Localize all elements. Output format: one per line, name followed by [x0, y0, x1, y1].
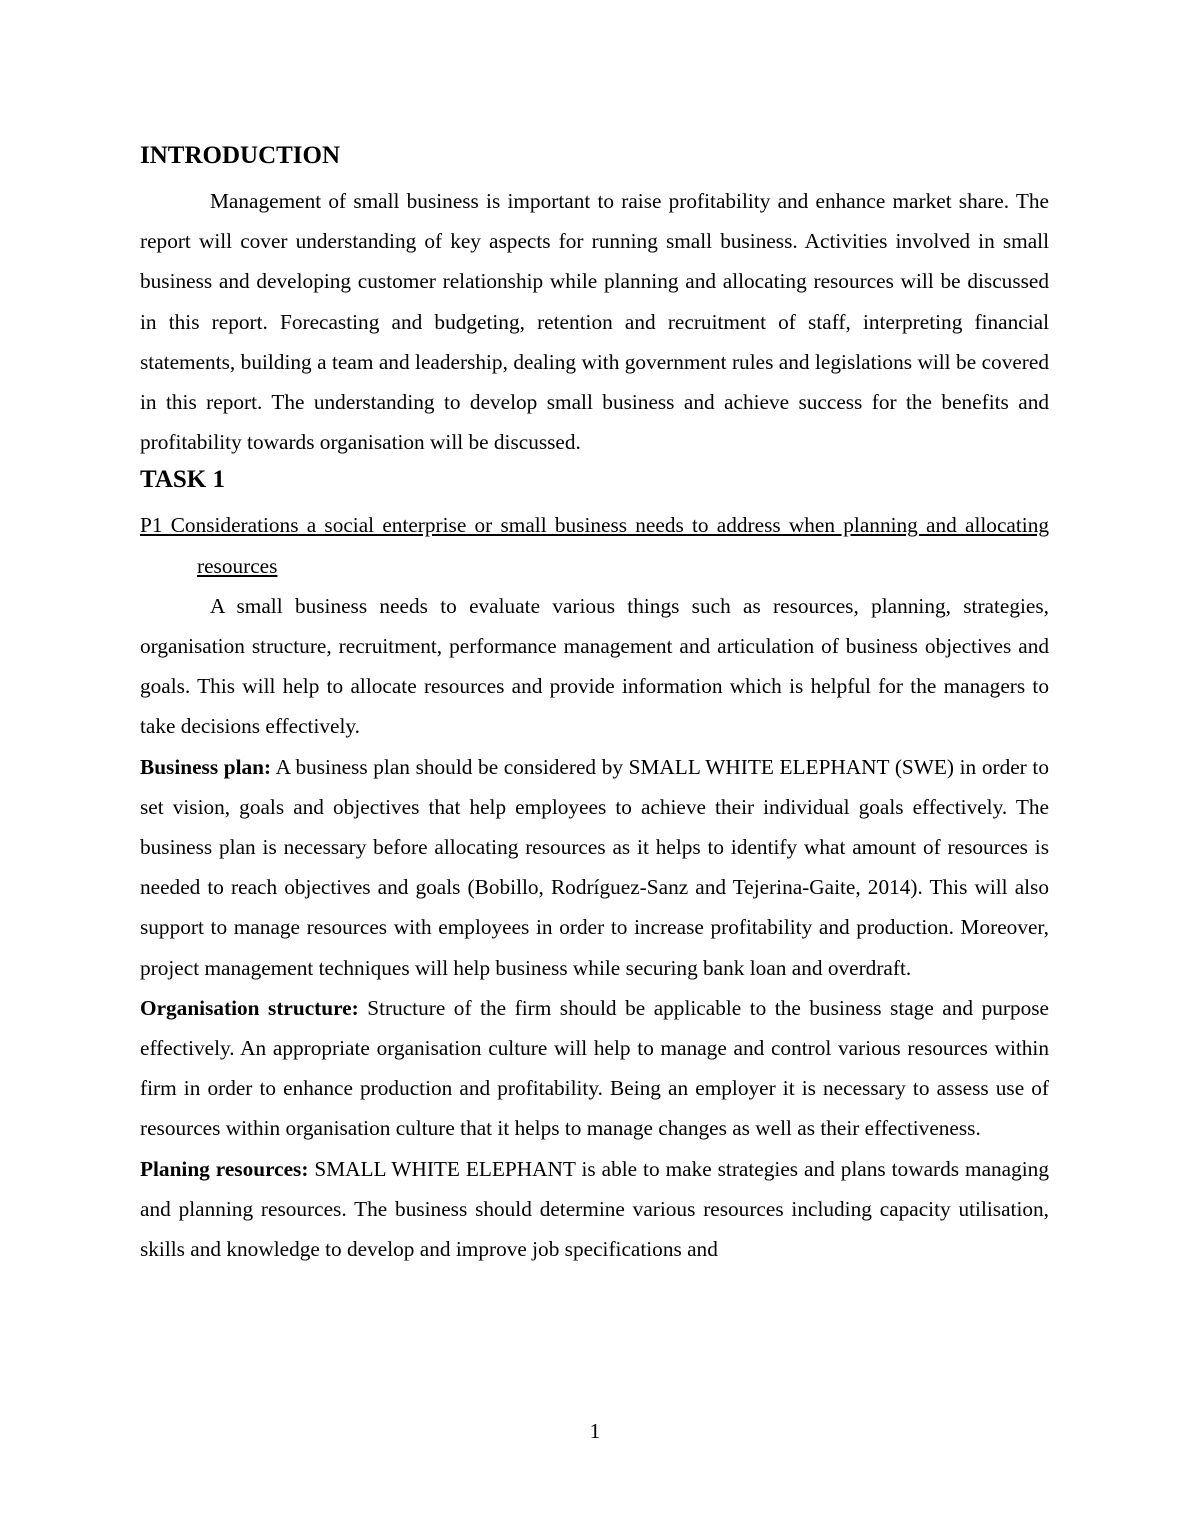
section-term: Planing resources: — [140, 1156, 309, 1181]
task1-heading: TASK 1 — [140, 466, 225, 494]
section-term: Organisation structure: — [140, 995, 359, 1020]
section-organisation-structure — [140, 988, 1049, 1149]
task1-intro-paragraph: A small business needs to evaluate various things such as resources, planning, strategies, organisation structure, recruitment, performance management and articulation of business objectives and goals. This will help to allocate resources and provide information which is helpful for the managers to take decisions effectively. — [140, 593, 1049, 739]
section-planing-resources — [140, 1149, 1049, 1270]
page-number: 1 — [589, 1419, 601, 1443]
introduction-heading: INTRODUCTION — [140, 142, 341, 169]
introduction-paragraph: Management of small business is important to raise profitability and enhance market share. The report will cover understanding of key aspects for running small business. Activities involved in small business and developing customer relationship while planning and allocating resources will be discussed in this report. Forecasting and budgeting, retention and recruitment of staff, interpreting financial statements, building a team and leadership, dealing with government rules and legislations will be covered in this report. The understanding to develop small business and achieve success for the benefits and profitability towards organisation will be discussed. — [140, 189, 1049, 455]
section-text: Structure of the firm should be applicable to the business stage and purpose effectively. An appropriate organisation culture will help to manage and control various resources within firm in order to enhance production and profitability. Being an employer it is necessary to assess use of resources within organisation culture that it helps to manage changes as well as their effectiveness. — [140, 995, 1049, 1141]
section-business-plan — [140, 747, 1049, 988]
task1-subheading: P1 Considerations a social enterprise or small business needs to address when planning and allocating resources — [140, 513, 1049, 578]
section-text: SMALL WHITE ELEPHANT is able to make strategies and plans towards managing and planning resources. The business should determine various resources including capacity utilisation, skills and knowledge to develop and improve job specifications and — [140, 1156, 1049, 1262]
section-text: A business plan should be considered by SMALL WHITE ELEPHANT (SWE) in order to set vision, goals and objectives that help employees to achieve their individual goals effectively. The business plan is necessary before allocating resources as it helps to identify what amount of resources is needed to reach objectives and goals (Bobillo, Rodríguez-Sanz and Tejerina-Gaite, 2014). This will also support to manage resources with employees in order to increase profitability and production. Moreover, project management techniques will help business while securing bank loan and overdraft. — [140, 754, 1049, 980]
page-content — [140, 138, 1049, 1269]
section-term: Business plan: — [140, 754, 272, 779]
